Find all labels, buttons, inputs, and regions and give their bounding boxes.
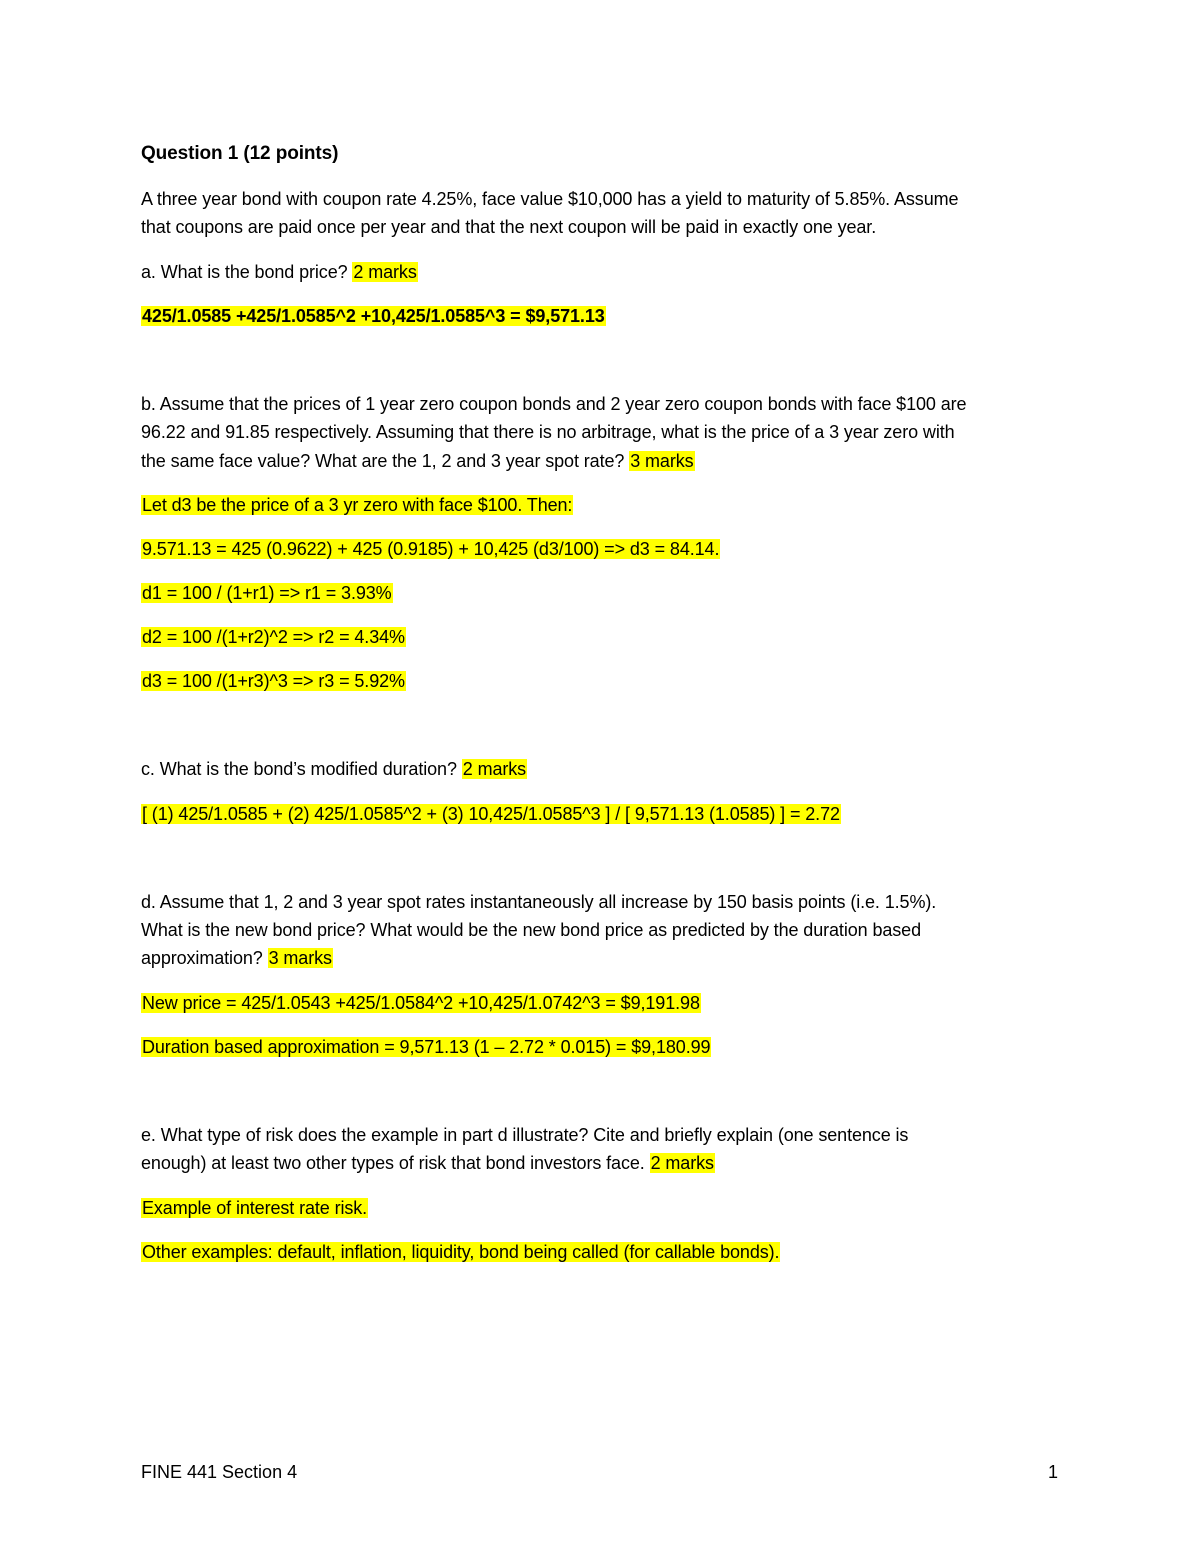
part-a-question-text: a. What is the bond price? <box>141 262 353 282</box>
part-e-answer-line-2 <box>141 1238 780 1266</box>
part-e-marks: 2 marks <box>650 1153 714 1173</box>
question-title: Question 1 (12 points) <box>141 143 339 164</box>
footer-course-section: FINE 441 Section 4 <box>141 1462 298 1482</box>
part-e-answer-2: Other examples: default, inflation, liquidity, bond being called (for callable bonds). <box>142 1242 780 1262</box>
part-d-answer-line-2 <box>141 1033 711 1061</box>
part-e-question-line-2 <box>141 1149 715 1177</box>
part-d-question-line-1: d. Assume that 1, 2 and 3 year spot rates instantaneously all increase by 150 basis points (i.e. 1.5%). <box>141 892 937 912</box>
part-d-answer-2: Duration based approximation = 9,571.13 (1 – 2.72 * 0.015) = $9,180.99 <box>142 1037 711 1057</box>
part-b-answer-3: d1 = 100 / (1+r1) => r1 = 3.93% <box>142 583 392 603</box>
part-a-marks: 2 marks <box>353 262 417 282</box>
part-b-answer-line-2 <box>141 535 720 563</box>
part-d-marks: 3 marks <box>268 948 332 968</box>
part-d-question-text: approximation? <box>141 948 268 968</box>
question-intro-line-1: A three year bond with coupon rate 4.25%, face value $10,000 has a yield to maturity of 5.85%. Assume <box>141 189 959 209</box>
part-c-question <box>141 755 527 783</box>
part-c-question-text: c. What is the bond’s modified duration? <box>141 759 462 779</box>
part-a-answer-line <box>141 302 606 330</box>
part-b-answer-line-1 <box>141 491 573 519</box>
part-b-answer-2: 9.571.13 = 425 (0.9622) + 425 (0.9185) + 10,425 (d3/100) => d3 = 84.14. <box>142 539 720 559</box>
part-e-answer-1: Example of interest rate risk. <box>142 1198 368 1218</box>
part-e-answer-line-1 <box>141 1194 368 1222</box>
part-b-question-line-2: 96.22 and 91.85 respectively. Assuming that there is no arbitrage, what is the price of a 3 year zero with <box>141 422 955 442</box>
part-e-question-line-1: e. What type of risk does the example in part d illustrate? Cite and briefly explain (one sentence is <box>141 1125 909 1145</box>
part-c-answer-line <box>141 800 841 828</box>
part-c-answer: [ (1) 425/1.0585 + (2) 425/1.0585^2 + (3) 10,425/1.0585^3 ] / [ 9,571.13 (1.0585) ] = 2.72 <box>142 804 840 824</box>
part-b-answer-line-3 <box>141 579 393 607</box>
part-b-question-line-1: b. Assume that the prices of 1 year zero coupon bonds and 2 year zero coupon bonds with face $100 are <box>141 394 967 414</box>
part-d-answer-line-1 <box>141 989 701 1017</box>
part-b-question-text: the same face value? What are the 1, 2 and 3 year spot rate? <box>141 451 630 471</box>
part-b-marks: 3 marks <box>630 451 694 471</box>
part-e-question-text: enough) at least two other types of risk that bond investors face. <box>141 1153 650 1173</box>
footer-page-number: 1 <box>1047 1462 1058 1482</box>
part-b-answer-5: d3 = 100 /(1+r3)^3 => r3 = 5.92% <box>142 671 405 691</box>
part-b-answer-1: Let d3 be the price of a 3 yr zero with face $100. Then: <box>142 495 573 515</box>
part-a-question <box>141 258 418 286</box>
part-b-answer-line-4 <box>141 623 406 651</box>
part-a-answer: 425/1.0585 +425/1.0585^2 +10,425/1.0585^3 = $9,571.13 <box>142 306 605 326</box>
part-b-answer-line-5 <box>141 667 406 695</box>
part-d-answer-1: New price = 425/1.0543 +425/1.0584^2 +10,425/1.0742^3 = $9,191.98 <box>142 993 700 1013</box>
question-intro-line-2: that coupons are paid once per year and that the next coupon will be paid in exactly one year. <box>141 217 877 237</box>
part-b-question-line-3 <box>141 447 695 475</box>
part-d-question-line-2: What is the new bond price? What would be the new bond price as predicted by the duration based <box>141 920 921 940</box>
part-d-question-line-3 <box>141 944 333 972</box>
part-b-answer-4: d2 = 100 /(1+r2)^2 => r2 = 4.34% <box>142 627 405 647</box>
part-c-marks: 2 marks <box>462 759 527 779</box>
